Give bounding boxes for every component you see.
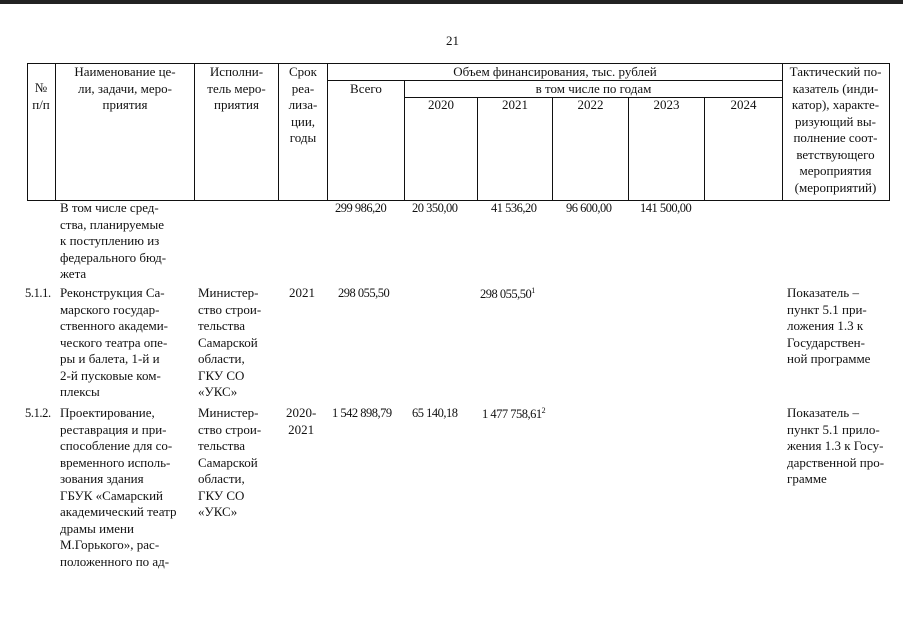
header-col-executor: Исполни- тель меро- приятия xyxy=(207,64,266,112)
header-year-2021: 2021 xyxy=(502,97,528,112)
row-indicator: Показатель – пункт 5.1 при- ложения 1.3 к Государствен- ной программе xyxy=(787,285,871,366)
header-col-total: Всего xyxy=(350,81,382,96)
header-col-by-year: в том числе по годам xyxy=(535,81,652,96)
row-name: В том числе сред- ства, планируемые к поступлению из федерального бюд- жета xyxy=(60,200,167,281)
header-year-2023: 2023 xyxy=(653,97,680,112)
header-col-indicator: Тактический по- казатель (инди- катор), характе- ризующий вы- полнение соот- ветствующего мероприятия (мероприятий) xyxy=(789,64,882,195)
row-number: 5.1.2. xyxy=(25,406,51,420)
row-term: 2021 xyxy=(289,285,315,300)
row-indicator: Показатель – пункт 5.1 прило- жения 1.3 к Госу- дарственной про- грамме xyxy=(787,405,885,486)
row-2023: 141 500,00 xyxy=(640,201,692,215)
row-2021: 298 055,50$^1$ xyxy=(480,286,535,302)
header-col-number: № п/п xyxy=(32,80,50,112)
footnote-marker: 2 xyxy=(541,406,546,415)
footnote-marker: 1 xyxy=(531,286,535,295)
page-number: 21 xyxy=(446,33,459,48)
header-col-term: Срок реа- лиза- ции, годы xyxy=(288,64,318,145)
header-year-2022: 2022 xyxy=(577,97,604,112)
header-col-name: Наименование це- ли, задачи, меро- приятия xyxy=(74,64,176,112)
row-2020: 20 350,00 xyxy=(412,201,458,215)
header-year-2024: 2024 xyxy=(730,97,757,112)
row-executor: Министер- ство строи- тельства Самарской области, ГКУ СО «УКС» xyxy=(198,285,262,399)
row-2021: 1 477 758,61$^2$ xyxy=(482,406,546,422)
row-total: 298 055,50 xyxy=(338,286,390,300)
row-name: Проектирование, реставрация и при- способление для со- временного исполь- зования здания ГБУК «Самарский академический театр драмы имени М.Горького», рас- положенного по ад- xyxy=(60,405,177,569)
row-2020: 65 140,18 xyxy=(412,406,458,420)
row-term: 2020- 2021 xyxy=(286,405,317,437)
row-number: 5.1.1. xyxy=(25,286,51,300)
row-name: Реконструкция Са- марского государ- ственного академи- ческого театра опе- ры и балета, 1-й и 2-й пусковые ком- плексы xyxy=(60,285,169,399)
row-2022: 96 600,00 xyxy=(566,201,612,215)
header-year-2020: 2020 xyxy=(428,97,454,112)
row-total: 299 986,20 xyxy=(335,201,387,215)
header-col-funding: Объем финансирования, тыс. рублей xyxy=(453,64,657,79)
page-top-border xyxy=(0,0,903,4)
row-total: 1 542 898,79 xyxy=(332,406,392,420)
row-2021: 41 536,20 xyxy=(491,201,537,215)
row-executor: Министер- ство строи- тельства Самарской области, ГКУ СО «УКС» xyxy=(198,405,262,519)
